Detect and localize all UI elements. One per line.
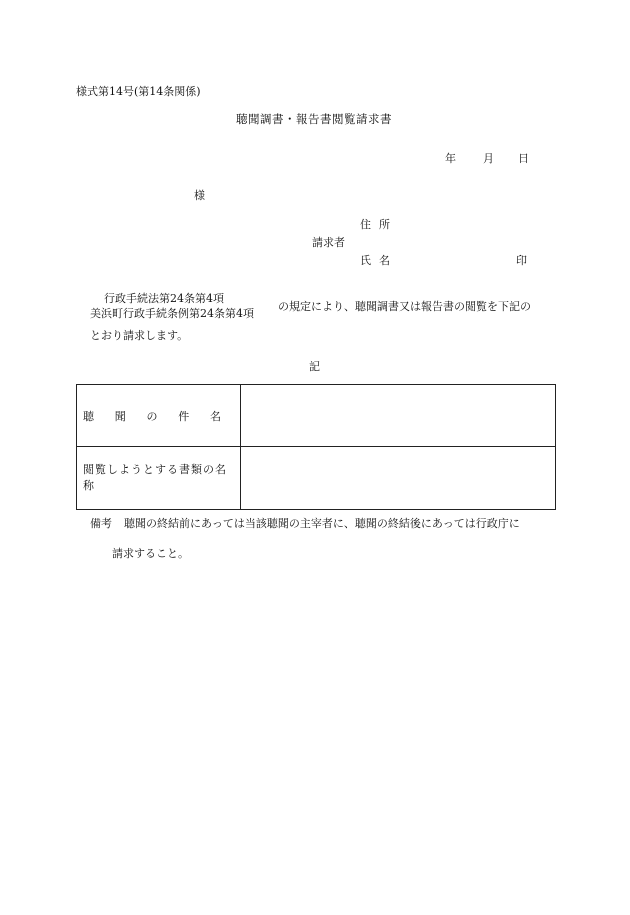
date-year-label: 年 bbox=[445, 152, 456, 165]
label-char: の bbox=[146, 409, 158, 423]
date-month-label: 月 bbox=[483, 152, 494, 165]
note-heading: 備考 bbox=[90, 517, 112, 530]
request-text: の規定により、聴聞調書又は報告書の閲覧を下記の bbox=[278, 300, 531, 313]
form-number: 様式第14号(第14条関係) bbox=[76, 85, 201, 98]
address-label: 住所 bbox=[360, 218, 398, 231]
date-day-label: 日 bbox=[518, 152, 529, 165]
label-char: 聴 bbox=[83, 409, 94, 423]
label-char: 名 bbox=[210, 409, 221, 423]
document-name-label: 閲覧しようとする書類の名称 bbox=[77, 447, 241, 510]
ki-label: 記 bbox=[309, 360, 320, 373]
law-reference-1: 行政手続法第24条第4項 bbox=[104, 292, 224, 305]
requester-label: 請求者 bbox=[312, 236, 345, 249]
table-row bbox=[77, 385, 556, 447]
seal-label: 印 bbox=[516, 254, 527, 267]
document-name-field[interactable] bbox=[241, 447, 556, 510]
document-title: 聴聞調書・報告書閲覧請求書 bbox=[236, 112, 392, 126]
name-label: 氏名 bbox=[360, 254, 398, 267]
note-text-line2: 請求すること。 bbox=[112, 547, 189, 560]
request-text-line2: とおり請求します。 bbox=[90, 329, 189, 342]
hearing-title-field[interactable] bbox=[241, 385, 556, 447]
table-row bbox=[77, 447, 556, 510]
note-text-line1: 聴聞の終結前にあっては当該聴聞の主宰者に、聴聞の終結後にあっては行政庁に bbox=[124, 517, 520, 530]
label-char: 件 bbox=[178, 409, 190, 423]
law-reference-2: 美浜町行政手続条例第24条第4項 bbox=[90, 307, 254, 320]
hearing-title-label bbox=[77, 385, 241, 447]
label-char: 聞 bbox=[114, 409, 126, 423]
addressee-suffix: 様 bbox=[194, 189, 205, 202]
request-table bbox=[76, 384, 556, 510]
